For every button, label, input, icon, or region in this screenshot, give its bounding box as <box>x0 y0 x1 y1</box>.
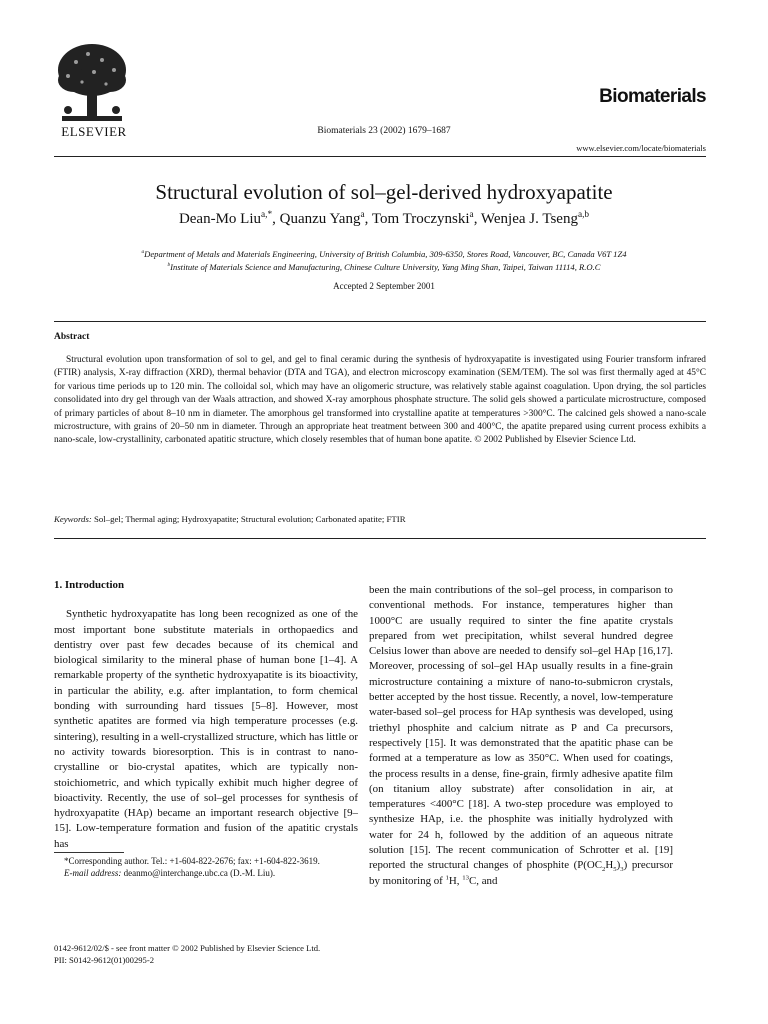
abstract-top-rule <box>54 321 706 322</box>
email-address[interactable]: deanmo@interchange.ubc.ca (D.-M. Liu). <box>123 867 276 878</box>
affiliation-text: Department of Metals and Materials Engineering, University of British Columbia, 309-6350, Stores Road, Vancouver, BC, Canada V6T 1Z4 <box>144 249 627 259</box>
body-paragraph: Synthetic hydroxyapatite has long been recognized as one of the most important bone substitute materials in orthopaedics and dentistry over past few decades because of its chemical and biological similarity to the mineral phase of human bone [1–4]. A remarkable property of the synthetic hydroxyapatite is its bioactivity, in particular the ability, e.g. after implantation, to form chemical bonding with surrounding hard tissues [5–8]. However, most synthetic apatites are formed via high temperature processes (e.g. sintering), resulting in a well-crystallized structure, which has little or no activity towards bioresorption. This is in contrast to nano-crystalline or bio-crystal apatites, which are typically non-stoichiometric, and which typically exhibit much higher degree of bioactivity. Recently, the use of sol–gel processes for synthesis of hydroxyapatite (HAp) became an important research objective [9–15]. Low-temperature formation and fusion of the apatitic crystals has <box>54 608 358 850</box>
author-affiliation-mark: a <box>360 210 365 220</box>
affiliation-text: Institute of Materials Science and Manufacturing, Chinese Culture University, Yang Ming Shan, Taipei, Taiwan 11114, R.O.C <box>170 262 601 272</box>
body-text: ) <box>616 859 621 872</box>
author-affiliation-mark: a <box>469 210 474 220</box>
footnote-rule <box>54 852 124 853</box>
email-line <box>54 868 358 880</box>
chem-subscript: 5 <box>613 866 617 874</box>
chem-subscript: 3 <box>620 866 624 874</box>
author-affiliation-mark: a,b <box>577 210 590 220</box>
body-text: H, <box>448 874 463 887</box>
header-rule <box>54 156 706 157</box>
body-left-column <box>54 578 358 852</box>
article-title: Structural evolution of sol–gel-derived hydroxyapatite <box>155 180 613 204</box>
author-separator: , <box>473 211 481 227</box>
footnote <box>54 856 358 880</box>
keywords-text: Sol–gel; Thermal aging; Hydroxyapatite; Structural evolution; Carbonated apatite; FTIR <box>94 514 406 524</box>
accepted-date: Accepted 2 September 2001 <box>333 281 435 291</box>
front-matter-line: 0142-9612/02/$ - see front matter © 2002 Published by Elsevier Science Ltd. <box>54 943 321 953</box>
author-name: Dean-Mo Liu <box>178 211 261 227</box>
author-affiliation-mark: a,* <box>261 210 273 220</box>
body-text: been the main contributions of the sol–gel process, in comparison to conventional methods. For instance, temperatures higher than 1000°C are usually required to sinter the fine apatite crystals prepared from wet precipitation, whilst several hundred degree Celsius lower than above are needed to densify sol–gel HAp [16,17]. Moreover, processing of sol–gel HAp usually results in a fine-grain microstructure containing a mixture of nano-to-submicron crystals, better accepted by the host tissue. Recently, a novel, low-temperature water-based sol–gel process for HAp synthesis was developed, using triethyl phosphite and calcium nitrate as P and Ca precursors, respectively [15]. It was demonstrated that the apatitic phase can be formed at a temperature as low as 350°C. When used for coatings, the process results in a dense, fine-grain, firmly adhesive apatite film (on titanium alloy substrate) after consolidation in air, at temperatures <400°C [18]. A two-step procedure was employed to synthesize HAp, i.e. the phosphite was initially hydrolyzed with water for 24 h, followed by the addition of an aqueous nitrate solution [15]. The recent communication of Schrotter et al. [19] reported the structural changes of phosphite (P(OC <box>369 584 673 872</box>
body-right-column <box>369 583 673 889</box>
isotope-superscript: 13 <box>462 874 469 882</box>
chem-subscript: 2 <box>602 866 606 874</box>
keywords-label: Keywords: <box>54 514 92 524</box>
abstract-heading: Abstract <box>54 332 90 342</box>
author-list <box>0 211 768 228</box>
affiliation-mark: a <box>141 249 145 256</box>
author-name: Tom Troczynski <box>371 211 470 227</box>
affiliation-a <box>0 249 768 259</box>
journal-title: Biomaterials <box>599 86 706 107</box>
body-text: C, and <box>468 874 498 887</box>
email-label: E-mail address: <box>64 867 122 878</box>
affiliation-mark: b <box>167 262 171 269</box>
author-name: Quanzu Yang <box>279 211 361 227</box>
isotope-superscript: 1 <box>445 874 449 882</box>
journal-url[interactable]: www.elsevier.com/locate/biomaterials <box>576 143 706 153</box>
front-matter <box>54 942 320 966</box>
author-separator: , <box>272 211 280 227</box>
elsevier-tree-logo <box>54 40 130 136</box>
keywords <box>54 514 706 524</box>
abstract-text: Structural evolution upon transformation of sol to gel, and gel to final ceramic during the synthesis of hydroxyapatite is investigated using Fourier transform infrared (FTIR) analysis, X-ray diffraction (XRD), thermal behavior (DTA and TGA), and electron microscopy examination (SEM/TEM). The sol was first thermally aged at 45°C for various time periods up to 120 min. The colloidal sol, which may have an oligomeric structure, was relatively stable against coagulation. Upon drying, the sol particles consolidated into dry gel through van der Waals attraction, and showed X-ray amorphous phosphate structure. The solid gels showed a particulate microstructure, composed of primary particles of about 8–10 nm in diameter. The amorphous gel transformed into crystalline apatite at temperatures >300°C. The calcined gels showed a nano-scale microstructure, with grains of 20–50 nm in diameter. Through an appropriate heat treatment between 300 and 400°C, the apatite prepared using current process exhibits a nano-scale, low-crystallinity, carbonated apatitic structure, which closely resembles that of human bone apatite. © 2002 Published by Elsevier Science Ltd. <box>54 355 706 446</box>
corresponding-author-note: *Corresponding author. Tel.: +1-604-822-2676; fax: +1-604-822-3619. <box>64 856 320 866</box>
author-name: Wenjea J. Tseng <box>480 211 578 227</box>
body-paragraph <box>369 583 673 889</box>
publisher-name: ELSEVIER <box>61 124 127 139</box>
journal-citation: Biomaterials 23 (2002) 1679–1687 <box>317 126 451 136</box>
author-separator: , <box>364 211 372 227</box>
affiliation-b <box>0 262 768 272</box>
section-heading: 1. Introduction <box>54 579 124 591</box>
abstract-bottom-rule <box>54 538 706 539</box>
pii-line: PII: S0142-9612(01)00295-2 <box>54 955 155 965</box>
body-text: ) precursor by monitoring of <box>369 859 673 887</box>
body-text: H <box>605 859 614 872</box>
